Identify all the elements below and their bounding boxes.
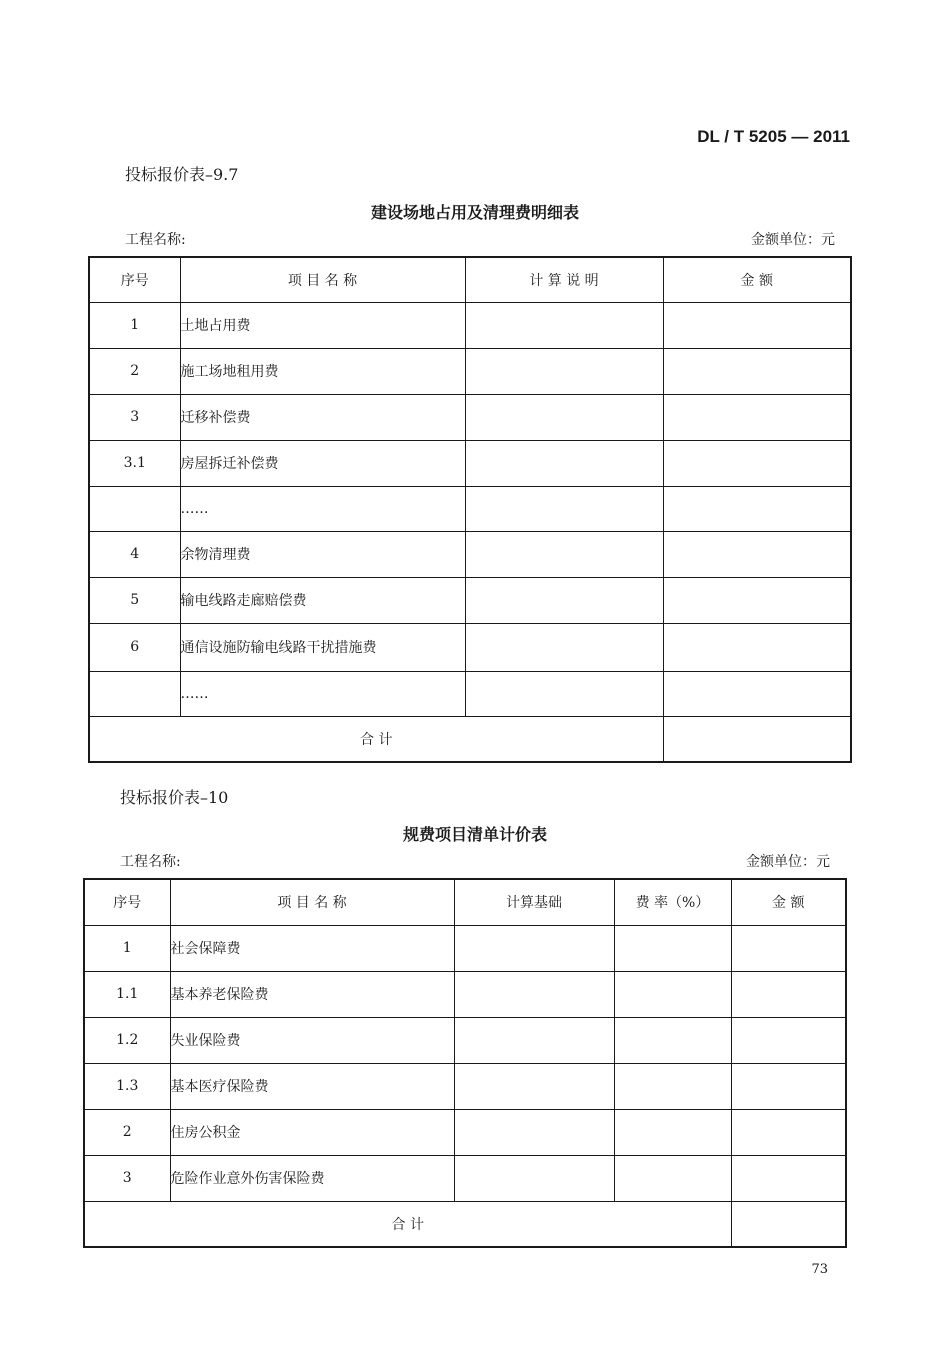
row-amount-cell [663,531,851,577]
total-amount-cell [731,1201,846,1247]
column-header-rate: 费 率（%） [614,879,731,925]
row-number [89,671,180,716]
row-amount-cell [663,577,851,623]
row-number: 1 [84,925,170,971]
total-label: 合 计 [84,1201,731,1247]
row-item-name: 输电线路走廊赔偿费 [180,577,465,623]
table2-unit-label: 金额单位：元 [746,854,830,870]
row-item-name: 土地占用费 [180,302,465,348]
row-number: 5 [89,577,180,623]
total-amount-cell [663,716,851,762]
row-calculation-cell [465,577,663,623]
row-amount-cell [663,440,851,486]
table-row [84,925,846,971]
table-row [89,671,851,716]
table-row [89,394,851,440]
table-row [89,623,851,671]
row-amount-cell [731,1109,846,1155]
row-item-name: 余物清理费 [180,531,465,577]
row-calculation-cell [465,440,663,486]
row-base-cell [454,1155,614,1201]
column-header-item-name: 项 目 名 称 [170,879,454,925]
row-item-name: 社会保障费 [170,925,454,971]
total-row [89,716,851,762]
row-amount-cell [663,394,851,440]
regulatory-fee-table [83,878,847,1248]
row-number: 2 [89,348,180,394]
table-row [89,348,851,394]
row-amount-cell [731,1155,846,1201]
row-rate-cell [614,1017,731,1063]
column-header-number: 序号 [89,257,180,302]
row-number: 3 [84,1155,170,1201]
total-row [84,1201,846,1247]
row-base-cell [454,925,614,971]
row-item-name: …… [180,671,465,716]
row-amount-cell [731,971,846,1017]
total-label: 合 计 [89,716,663,762]
table-row [89,302,851,348]
table-row [89,577,851,623]
row-item-name: 失业保险费 [170,1017,454,1063]
row-amount-cell [731,925,846,971]
column-header-calculation-base: 计算基础 [454,879,614,925]
row-rate-cell [614,1155,731,1201]
row-rate-cell [614,1063,731,1109]
row-amount-cell [663,671,851,716]
row-number: 1.1 [84,971,170,1017]
table1-unit-label: 金额单位：元 [751,232,835,248]
site-occupation-table [88,256,852,763]
standard-code: DL / T 5205 — 2011 [697,127,850,146]
column-header-item-name: 项 目 名 称 [180,257,465,302]
page-number: 73 [811,1262,828,1277]
row-amount-cell [663,623,851,671]
row-calculation-cell [465,531,663,577]
row-item-name: 基本医疗保险费 [170,1063,454,1109]
row-amount-cell [663,302,851,348]
row-amount-cell [663,348,851,394]
row-amount-cell [731,1063,846,1109]
row-item-name: 住房公积金 [170,1109,454,1155]
table1-project-label: 工程名称: [125,232,186,248]
row-number [89,486,180,531]
row-base-cell [454,971,614,1017]
row-number: 4 [89,531,180,577]
row-calculation-cell [465,394,663,440]
row-rate-cell [614,925,731,971]
row-calculation-cell [465,302,663,348]
row-base-cell [454,1063,614,1109]
row-calculation-cell [465,486,663,531]
table-header-row [84,879,846,925]
row-number: 6 [89,623,180,671]
table-row [84,1063,846,1109]
row-rate-cell [614,1109,731,1155]
column-header-amount: 金 额 [731,879,846,925]
table-row [84,1017,846,1063]
column-header-amount: 金 额 [663,257,851,302]
row-number: 3.1 [89,440,180,486]
row-item-name: 迁移补偿费 [180,394,465,440]
table-row [89,440,851,486]
row-base-cell [454,1017,614,1063]
form-label-10: 投标报价表–10 [120,788,229,807]
table-row [84,1155,846,1201]
column-header-calculation: 计 算 说 明 [465,257,663,302]
row-item-name: 危险作业意外伤害保险费 [170,1155,454,1201]
table-row [89,531,851,577]
table-row [84,1109,846,1155]
row-rate-cell [614,971,731,1017]
row-amount-cell [663,486,851,531]
row-item-name: 通信设施防输电线路干扰措施费 [180,623,465,671]
table-row [89,486,851,531]
row-amount-cell [731,1017,846,1063]
table2-project-label: 工程名称: [120,854,181,870]
row-number: 1 [89,302,180,348]
row-item-name: 基本养老保险费 [170,971,454,1017]
column-header-number: 序号 [84,879,170,925]
row-item-name: 施工场地租用费 [180,348,465,394]
row-calculation-cell [465,671,663,716]
row-number: 3 [89,394,180,440]
row-calculation-cell [465,348,663,394]
table-row [84,971,846,1017]
table2-title: 规费项目清单计价表 [402,825,547,844]
table1-title: 建设场地占用及清理费明细表 [370,203,579,222]
form-label-9-7: 投标报价表–9.7 [125,165,239,184]
row-item-name: 房屋拆迁补偿费 [180,440,465,486]
table-header-row [89,257,851,302]
row-number: 2 [84,1109,170,1155]
row-calculation-cell [465,623,663,671]
row-base-cell [454,1109,614,1155]
row-item-name: …… [180,486,465,531]
row-number: 1.2 [84,1017,170,1063]
row-number: 1.3 [84,1063,170,1109]
